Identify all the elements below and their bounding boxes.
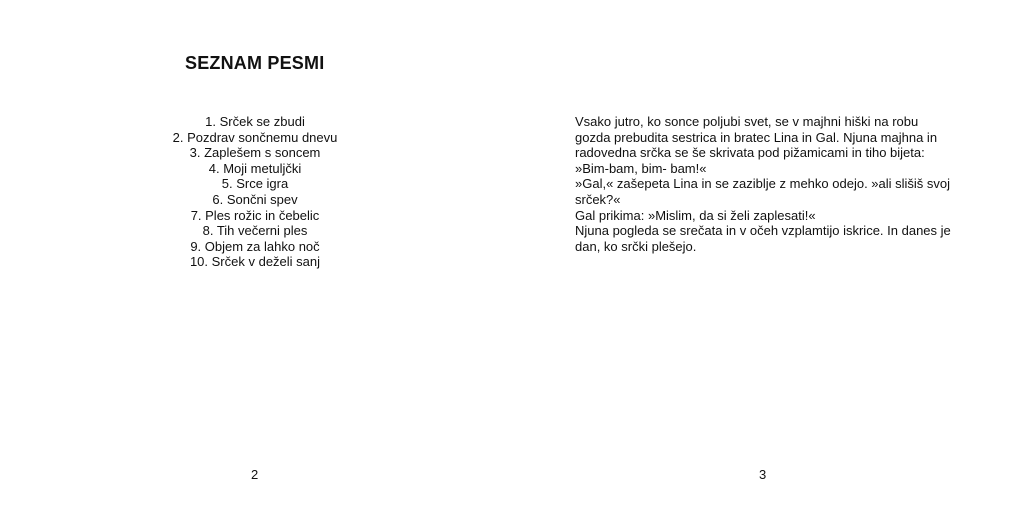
- toc-item: 8. Tih večerni ples: [202, 223, 308, 239]
- story-paragraph: »Bim-bam, bim- bam!«: [575, 160, 707, 176]
- toc-item: 4. Moji metuljčki: [208, 160, 302, 176]
- story-text: [575, 114, 955, 254]
- left-page: [0, 0, 510, 510]
- toc-item: 6. Sončni spev: [212, 191, 298, 207]
- toc-item: 9. Objem za lahko noč: [190, 238, 320, 254]
- toc-item: 10. Srček v deželi sanj: [189, 254, 321, 270]
- story-paragraph: Gal prikima: »Mislim, da si želi zaplesati!«: [575, 207, 816, 223]
- story-paragraph: Njuna pogleda se srečata in v očeh vzplamtijo iskrice. In danes je dan, ko srčki plešejo.: [575, 223, 951, 254]
- toc-item: 3. Zaplešem s soncem: [189, 145, 321, 161]
- story-paragraph: »Gal,« zašepeta Lina in se zaziblje z mehko odejo. »ali slišiš svoj srček?«: [575, 176, 951, 207]
- table-of-contents: [160, 114, 350, 270]
- toc-item: 2. Pozdrav sončnemu dnevu: [172, 129, 338, 145]
- toc-title: SEZNAM PESMI: [185, 53, 325, 73]
- toc-item: 7. Ples rožic in čebelic: [190, 207, 320, 223]
- toc-item: 5. Srce igra: [221, 176, 289, 192]
- toc-item: 1. Srček se zbudi: [205, 114, 305, 129]
- page-number-left: 2: [251, 467, 259, 482]
- page-number-right: 3: [759, 467, 767, 482]
- story-paragraph: Vsako jutro, ko sonce poljubi svet, se v majhni hiški na robu gozda prebudita sestrica in bratec Lina in Gal. Njuna majhna in radovedna srčka se še skrivata pod pižamicami in tiho bijeta:: [575, 114, 938, 161]
- right-page: [510, 0, 1021, 510]
